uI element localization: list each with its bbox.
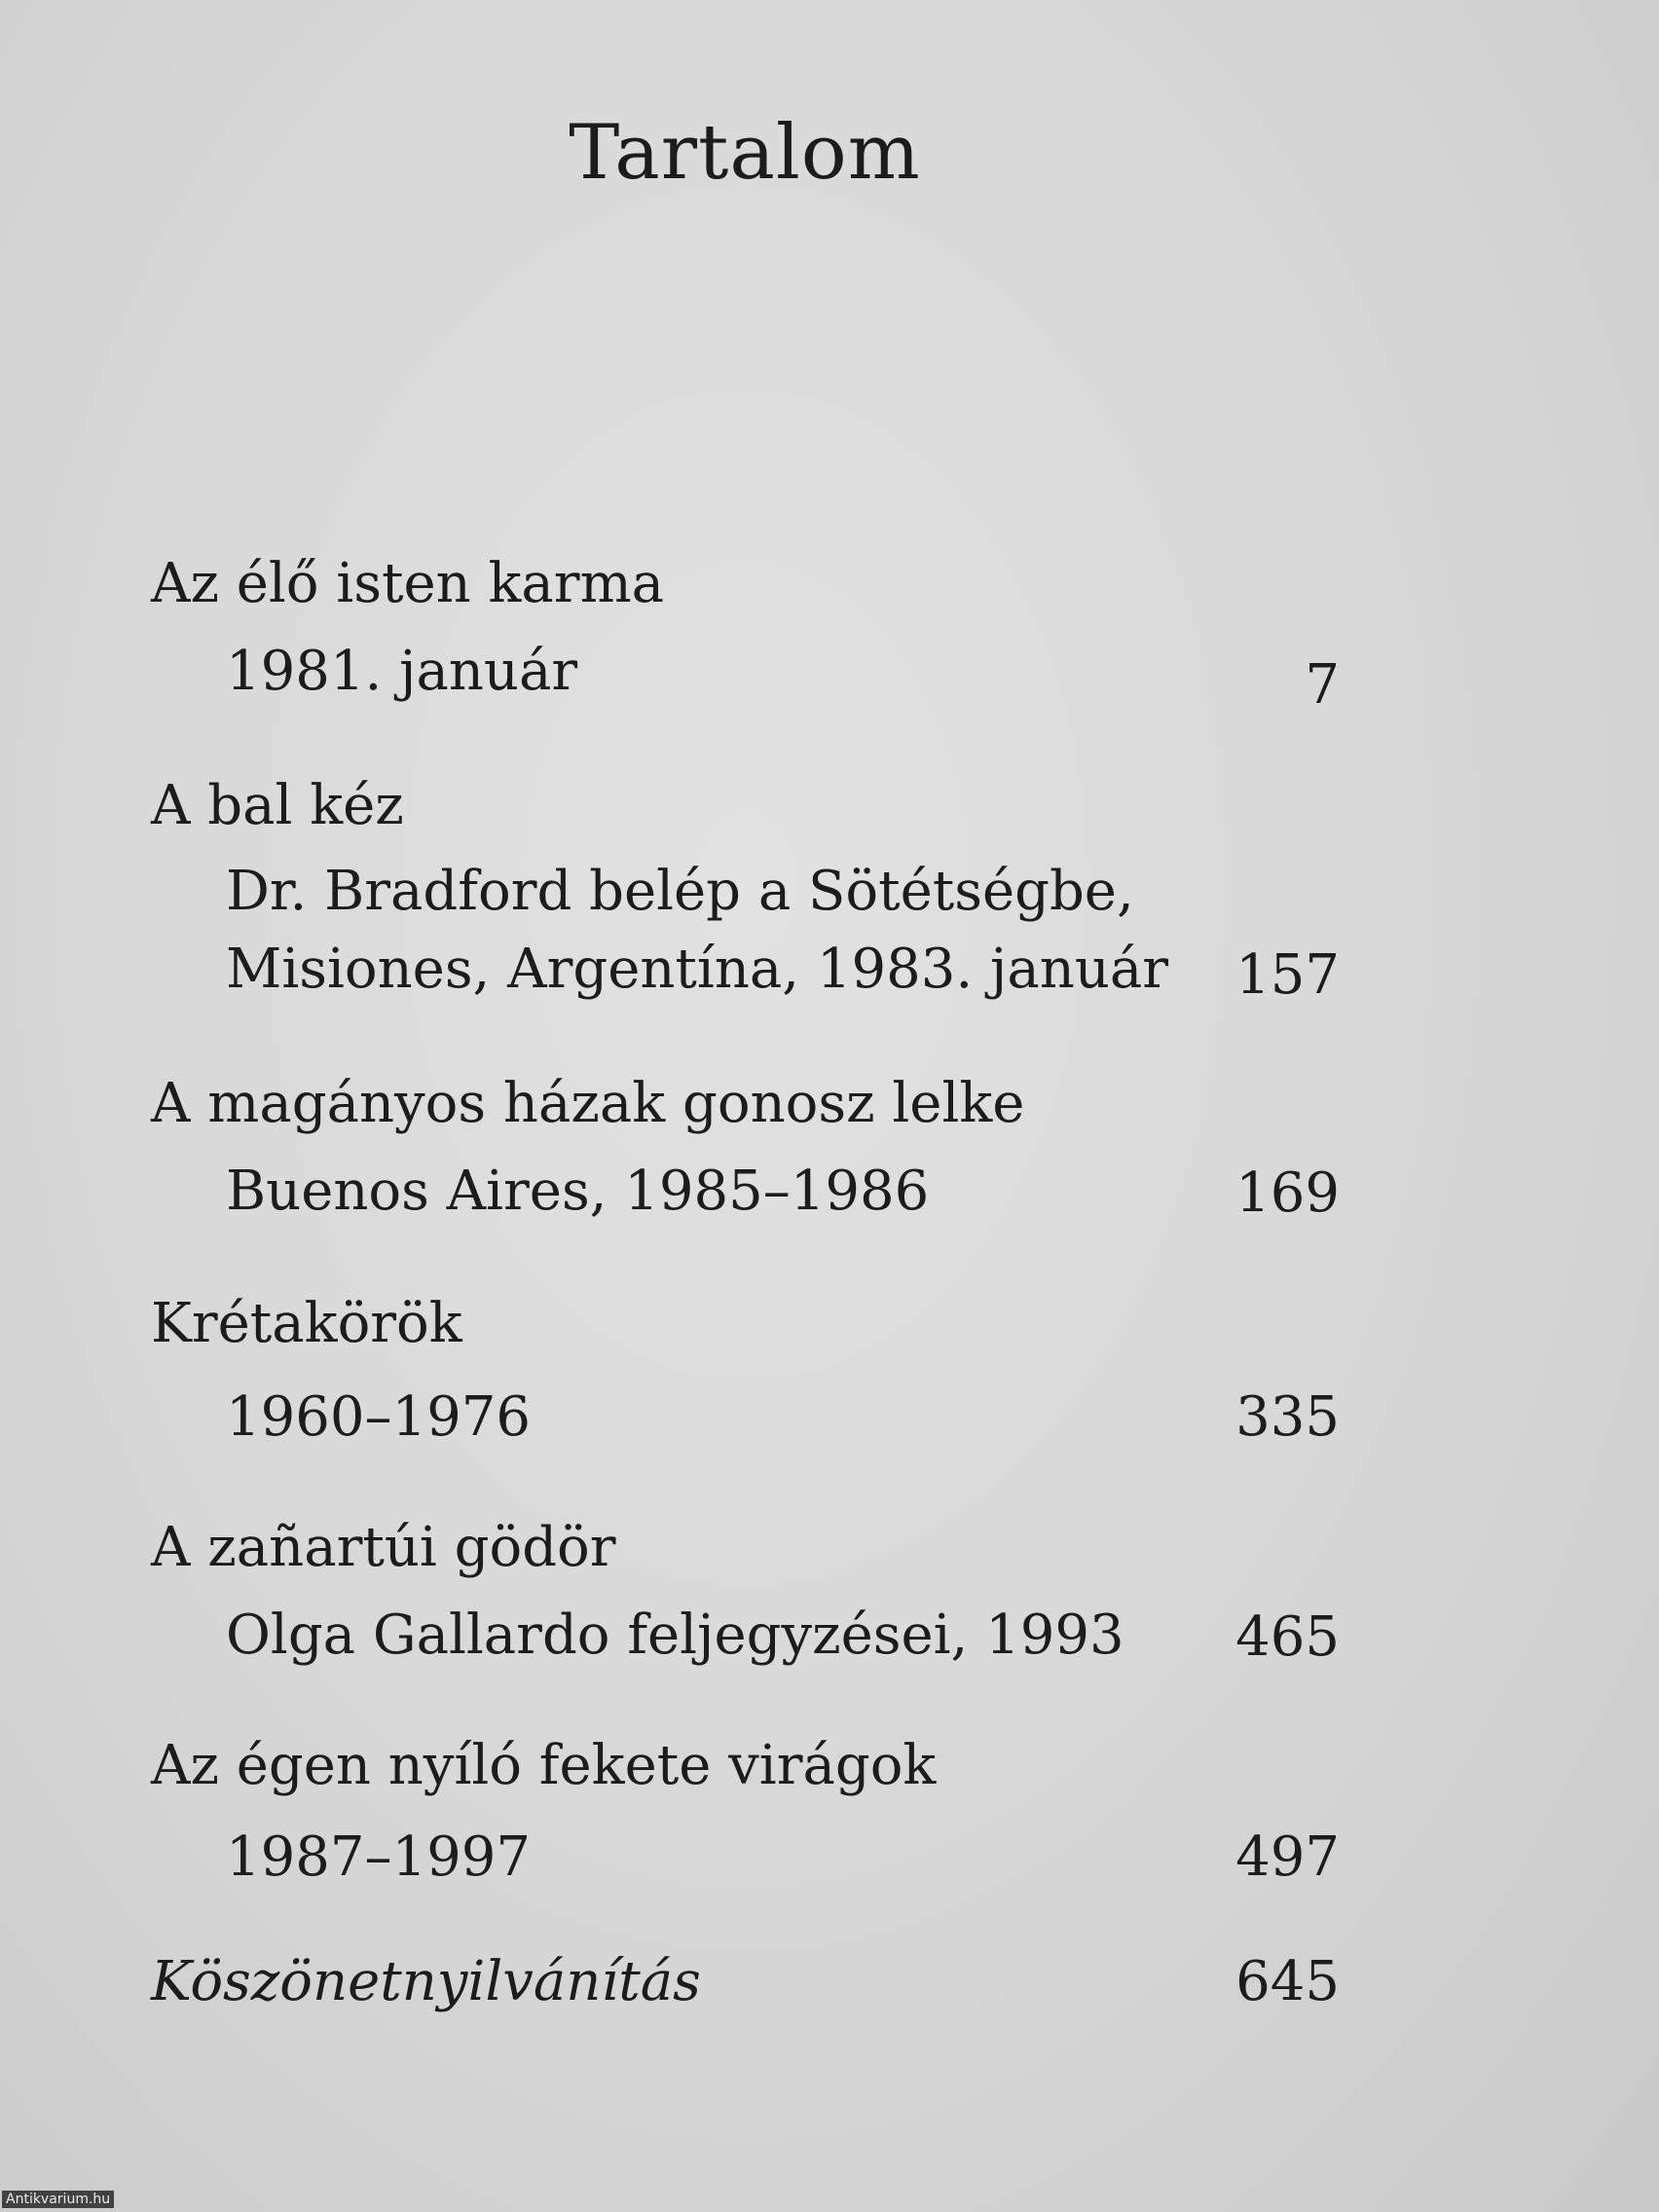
toc-entry-subtitle: Olga Gallardo feljegyzései, 1993: [226, 1604, 1124, 1667]
toc-entry-subtitle: Dr. Bradford belép a Sötétségbe,: [226, 860, 1134, 923]
toc-acknowledgements: Köszönetnyilvánítás: [151, 1950, 701, 2013]
toc-entry-title: A zañartúi gödör: [151, 1516, 616, 1579]
toc-page-number: 157: [1235, 943, 1340, 1007]
page-title: Tartalom: [569, 109, 921, 197]
toc-entry-title: Az élő isten karma: [151, 552, 665, 615]
toc-page-number: 497: [1235, 1825, 1340, 1889]
toc-entry-title: A magányos házak gonosz lelke: [151, 1072, 1025, 1135]
toc-entry-title: Krétakörök: [151, 1292, 462, 1355]
toc-page-number: 335: [1235, 1385, 1340, 1449]
toc-entry-title: A bal kéz: [151, 774, 404, 837]
toc-entry-subtitle: 1981. január: [226, 640, 578, 703]
toc-entry-subtitle: 1987–1997: [226, 1825, 532, 1889]
toc-entry-subtitle-line2: Misiones, Argentína, 1983. január: [226, 938, 1169, 1001]
toc-page-number: 7: [1305, 653, 1340, 717]
toc-page-number: 465: [1235, 1605, 1340, 1669]
toc-entry-subtitle: 1960–1976: [226, 1385, 532, 1449]
toc-entry-title: Az égen nyíló fekete virágok: [151, 1734, 937, 1797]
watermark: Antikvarium.hu: [2, 2191, 114, 2208]
toc-page-number: 645: [1235, 1950, 1340, 2013]
toc-page-number: 169: [1235, 1161, 1340, 1225]
toc-entry-subtitle: Buenos Aires, 1985–1986: [226, 1160, 930, 1223]
